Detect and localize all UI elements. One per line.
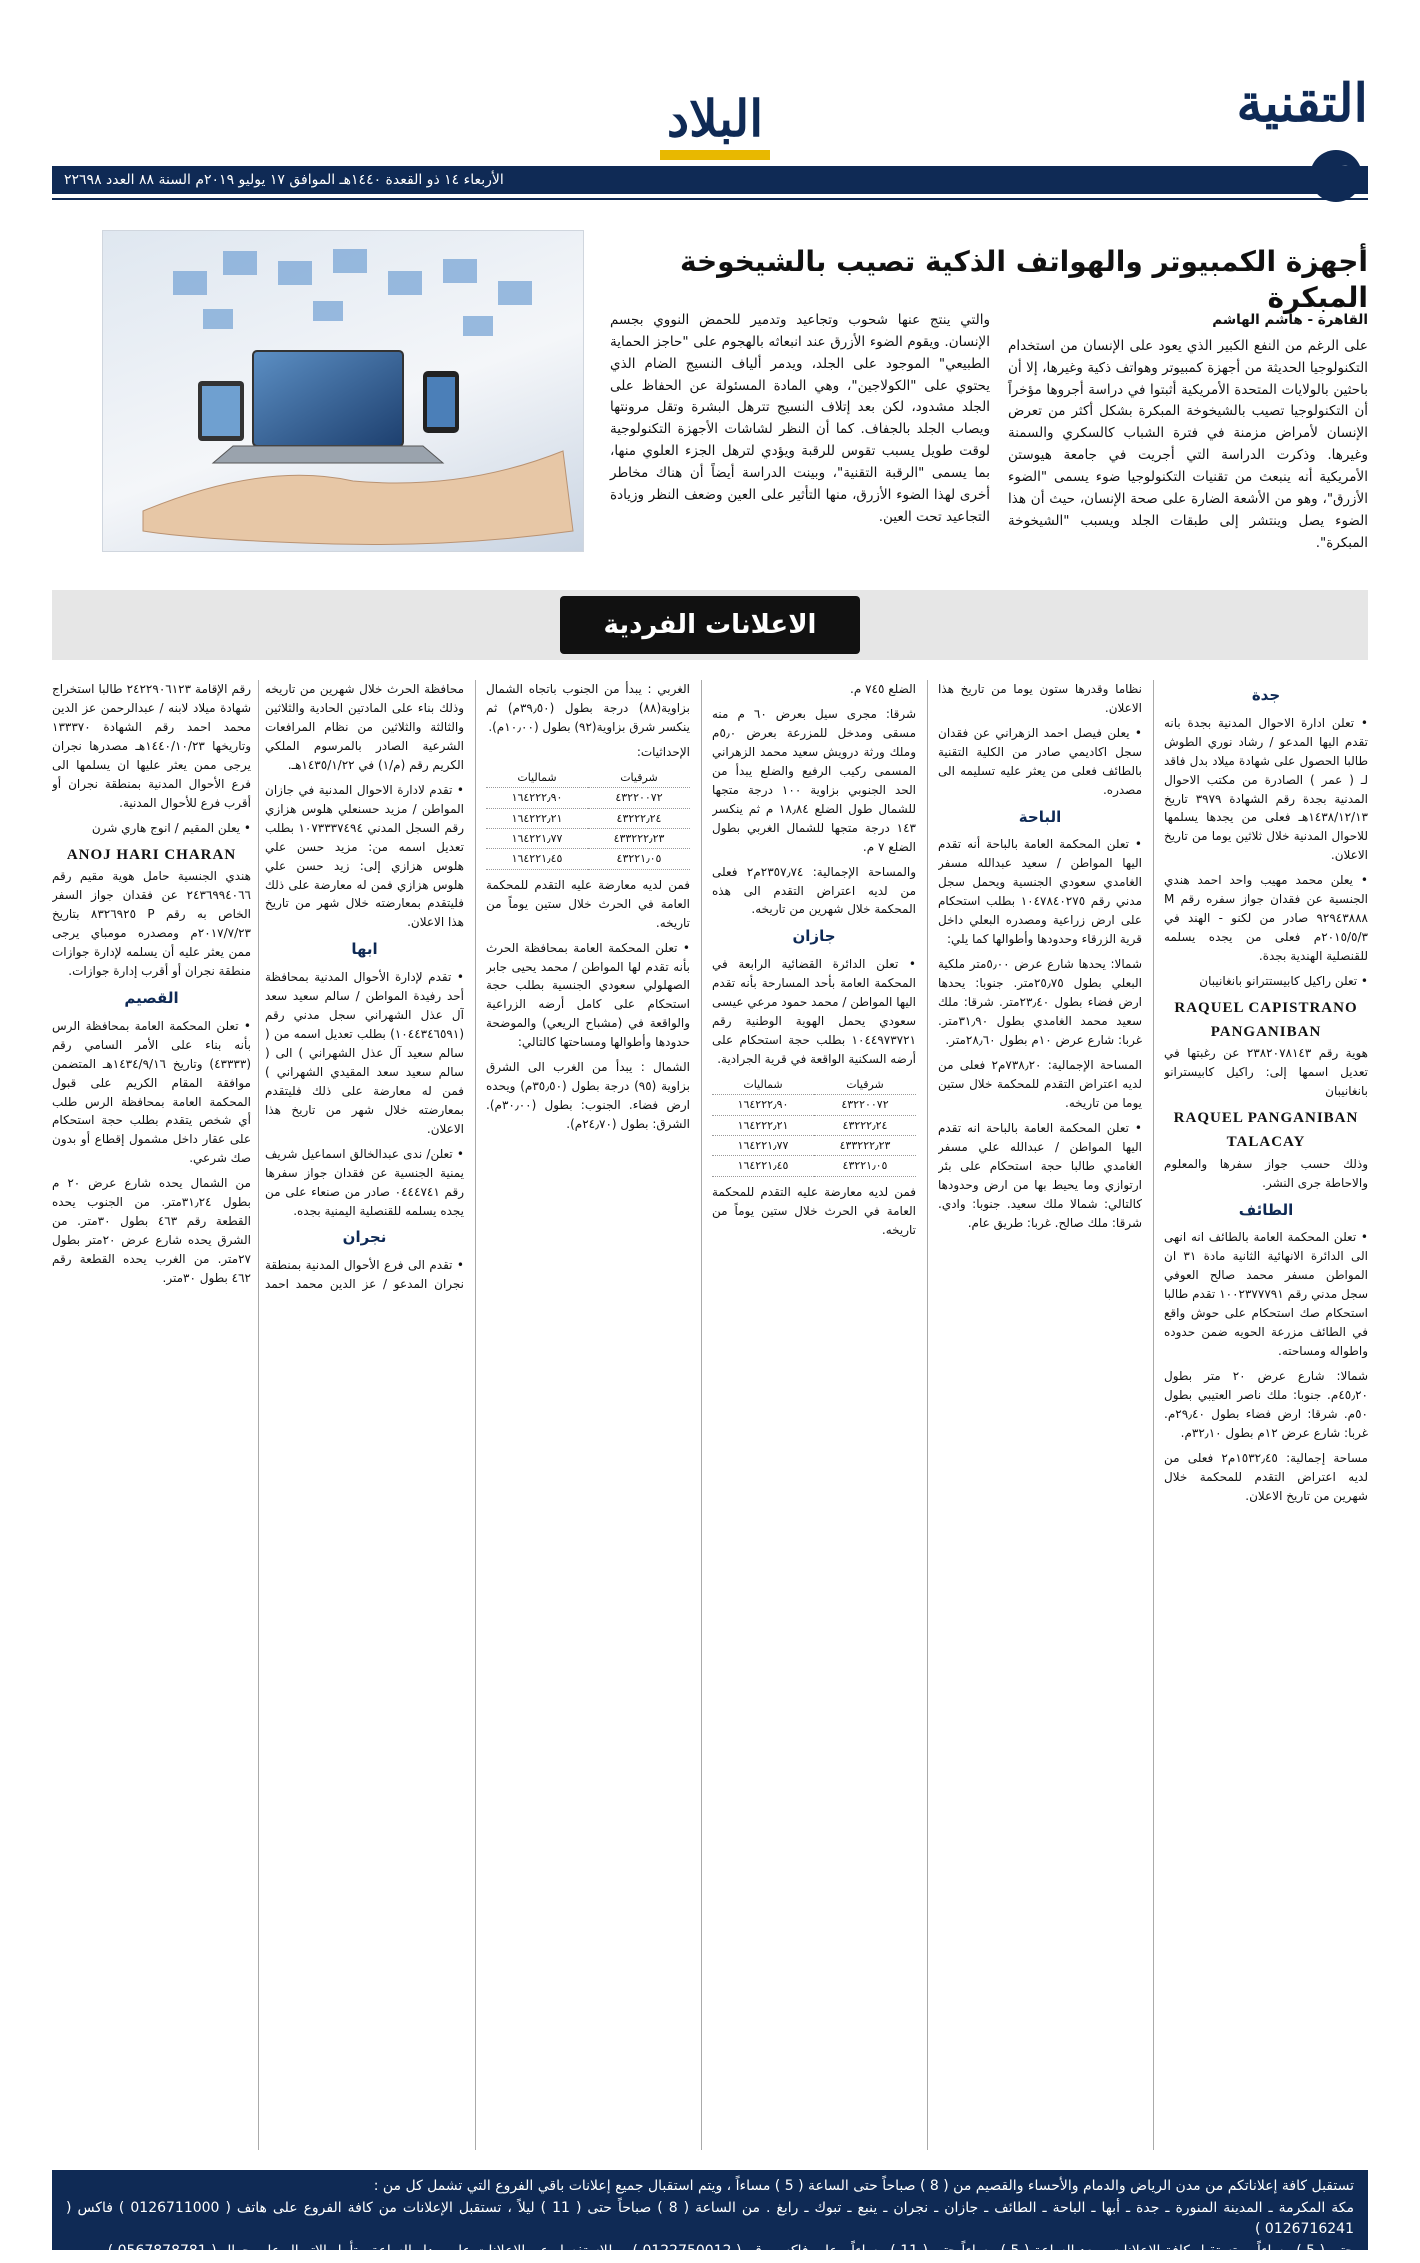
classifieds-column-4: [486, 680, 690, 2150]
city-heading-jazan: جازان: [792, 927, 836, 946]
table-row: [486, 788, 690, 808]
column-divider: [927, 680, 928, 2150]
footer-line: حتى ( 5 ) مساءاً ، وتستقبل كافة الإعلانات ، بعد الساعة ( 5 ) مساءاً حتى ( 11 ) مساءاً ، على فاكس رقم ( 0122750012 ) ، وللاستفسار عن الإعلانات على مدار الساعة ، تأمل الاتصال على جوال ( 0567878781 ): [107, 2243, 1354, 2260]
table-cell: ١٦٤٢٢٢٫٩٠: [712, 1095, 814, 1115]
footer-line: مكة المكرمة ـ المدينة المنورة ـ جدة ـ أبها ـ الباحة ـ الطائف ـ جازان ـ نجران ـ ينبع ـ تبوك ـ رابغ . من الساعة ( 8 ) صباحاً حتى ( 11 ) ليلاً ، تستقبل الإعلانات من كافة الفروع على هاتف ( 0126711000 ) فاكس ( 0126716241 ): [66, 2199, 1355, 2238]
table-cell: ٤٣٣٢٢٢٫٢٣: [588, 828, 690, 848]
classified-item: محافظة الحرث خلال شهرين من تاريخه وذلك بناء على المادتين الحادية والثلاثين والثالثة والثلاثين من نظام المرافعات الشرعية الصادر بالمرسوم الملكي الكريم رقم (م/١) في ١٤٣٥/١/٢٢هـ.: [265, 682, 464, 772]
table-row: [486, 849, 690, 869]
classified-item: فمن لديه معارضة عليه التقدم للمحكمة العامة في الحرث خلال ستين يوماً من تاريخه.: [486, 877, 690, 930]
article-body-1: على الرغم من النفع الكبير الذي يعود على الإنسان من استخدام التكنولوجيا الحديثة من أجهزة كمبيوتر وهواتف ذكية وغيرها، إلا أن باحثين بالولايات المتحدة الأمريكية أثبتوا في دراسة أجروها مؤخراً أن التكنولوجيا تصيب بالشيخوخة المبكرة بشكل أكثر من تعرض الإنسان لأمراض مزمنة في فترة الشباب كالسكري والسمنة وغيرها. وذكرت الدراسة التي أجريت في جامعة هيوستن الأمريكية أنه ينبعث من تقنيات التكنولوجيا ضوء يسمى "الضوء الأزرق"، وهو من الأشعة الضارة على صحة الإنسان، حيث أن هذا الضوء يصل وينتشر إلى طبقات الجلد ويسبب "الشيخوخة المبكرة".: [1008, 337, 1368, 551]
table-cell: ١٦٤٢٢١٫٤٥: [486, 849, 588, 869]
classified-item: • يعلن المقيم / انوج هاري شرن: [91, 820, 251, 835]
table-cell: ١٦٤٢٢٢٫٩٠: [486, 788, 588, 808]
city-heading-baha: الباحة: [1018, 807, 1062, 826]
table-cell: ٤٣٢٢٢٫٢٤: [814, 1115, 916, 1135]
classified-item: فمن لديه معارضة عليه التقدم للمحكمة العامة في الحرث خلال ستين يوماً من تاريخه.: [712, 1184, 916, 1237]
hand-devices-illustration: [103, 231, 583, 551]
classified-item: من الشمال يحده شارع عرض ٢٠ م بطول ٣١٫٢٤متر. من الجنوب يحده القطعة رقم ٤٦٣ بطول ٣٠متر. من الشرق يحده شارع عرض ٢٠متر بطول ٢٧متر. من الغرب يحده القطعة رقم ٤٦٢ بطول ٣٠متر.: [52, 1176, 251, 1286]
classified-item: وذلك حسب جواز سفرها والمعلوم والاحاطة جرى النشر.: [1164, 1156, 1368, 1190]
classified-item: • تعلن المحكمة العامة بالباحة انه تقدم اليها المواطن / عبدالله علي مسفر الغامدي طالبا حجة استحكام على بئر ارتوازي وما يحيط بها من ارض وحدودها كالتالي: شمالا ملك سعيد. جنوبا: وادي. شرقا: ملك صالح. غربا: طريق عام.: [938, 1120, 1142, 1230]
coordinates-table: [486, 768, 690, 870]
table-header-row: [486, 768, 690, 788]
column-divider: [475, 680, 476, 2150]
table-row: [712, 1095, 916, 1115]
classifieds-column-2: [938, 680, 1142, 2150]
article-column-1: [1008, 310, 1368, 554]
article-photo-hand-holding-devices: [102, 230, 584, 552]
classified-item: هندي الجنسية حامل هوية مقيم رقم ٢٤٣٦٩٩٤٠٦٦ عن فقدان جواز السفر الخاص به رقم P ٨٣٢٦٩٢٥ بتاريخ ٢٠١٧/٧/٢٣م ومصدره مومباي يرجى ممن يعثر عليه أن يسلمه لإدارة جوازات منطقة نجران أو أقرب إدارة جوازات.: [52, 869, 251, 979]
classifieds-column-5: [52, 680, 464, 2150]
table-cell: ٤٣٢٢٠٠٧٢: [588, 788, 690, 808]
classified-item: • تعلن/ ندى عبدالخالق اسماعيل شريف يمنية الجنسية عن فقدان جواز سفرها رقم ٠٤٤٤٧٤١ صادر من صنعاء على من يجده يسلمه للقنصلية اليمنية بجده.: [265, 1146, 464, 1218]
classifieds-column-1: [1164, 680, 1368, 2150]
column-divider: [701, 680, 702, 2150]
classified-item: • يعلن محمد مهيب واحد احمد هندي الجنسية عن فقدان جواز سفره رقم M ٩٢٩٤٣٨٨٨ صادر من لكنو - الهند في ٢٠١٥/٥/٣م فعلى من يجده يسلمه للقنصلية الهندية بجدة.: [1164, 873, 1368, 964]
table-cell: ٤٣٢٢١٫٠٥: [588, 849, 690, 869]
city-heading-qassim: القصيم: [124, 989, 179, 1008]
section-title: التقنية: [1236, 73, 1368, 134]
classified-item: الغربي : يبدأ من الجنوب باتجاه الشمال بزاوية(٨٨) درجة بطول (٣٩٫٥٠م) ثم ينكسر شرق بزاوية(٩٢) بطول (١٠٫٠٠م).: [486, 682, 690, 734]
latin-name: RAQUEL CAPISTRANO PANGANIBAN: [1174, 1000, 1358, 1040]
classified-item: • تعلن الدائرة القضائية الرابعة في المحكمة العامة بأحد المسارحة بأنه تقدم اليها المواطن / محمد حمود مرعي عيسى سعودي يحمل الهوية الوطنية رقم ١٠٤٤٩٧٣٧٢١ بطلب حجة استحكام على أرضه السكنية الواقعة في قرية الجرادية.: [712, 957, 916, 1066]
classified-item: شرقا: مجرى سيل بعرض ٦٠ م منه مسقى ومدخل للمزرعة بعرض ٥٫٠م وملك ورثة درويش سعيد محمد الزهراني المسمى ركيب الرفيع والضلع يبدأ من الحد الجنوبي بزاوية ١٠٠ درجة متجها للشمال طول الضلع ١٨٫٨٤ م ثم ينكسر ١٤٣ درجة متجها للشمال الغربي بطول الضلع ٧ م.: [712, 706, 916, 854]
table-header-row: [712, 1075, 916, 1095]
header-divider: [52, 198, 1368, 200]
table-cell: ٤٣٢٢٢٫٢٤: [588, 808, 690, 828]
classifieds-column-3: [712, 680, 916, 2150]
table-cell: ٤٣٢٢٠٠٧٢: [814, 1095, 916, 1115]
article-headline: أجهزة الكمبيوتر والهواتف الذكية تصيب بالشيخوخة المبكرة: [680, 245, 1368, 315]
coordinates-table: [712, 1075, 916, 1177]
classified-item: • تعلن ادارة الاحوال المدنية بجدة بانه تقدم اليها المدعو / رشاد نوري الطوش طالبا الحصول على شهادة ميلاد بدل فاقد لـ ( عمر ) الصادرة من مكتب الاحوال المدنية بجدة رقم الشهادة ٣٩٧٩ تاريخ ١٤٣٨/١٢/١٣هـ فعلى من يجدها يسلمها للاحوال المدنية خلال ثلاثين يوما من تاريخ الاعلان.: [1164, 715, 1368, 863]
latin-name: RAQUEL PANGANIBAN TALACAY: [1173, 1110, 1359, 1150]
classified-item: شمالا: يحدها شارع عرض ٥٫٠٠متر ملكية البعلي بطول ٢٥٫٧٥متر. جنوبا: يحدها ارض فضاء بطول ٢٣٫٤٠متر. شرقا: ملك سعيد محمد الغامدي بطول ٣١٫٩٠متر. غربا: شارع عرض ١٠م بطول ٢٨٫٦٠متر.: [938, 957, 1142, 1047]
table-cell: ١٦٤٢٢١٫٧٧: [712, 1135, 814, 1155]
table-cell: ٤٣٢٢١٫٠٥: [814, 1156, 916, 1176]
table-header-cell: شرقيات: [588, 768, 690, 788]
dateline-bar: [52, 166, 1368, 194]
classified-item: الضلع ٧٤٥ م.: [850, 682, 916, 696]
table-header-cell: شماليات: [486, 768, 588, 788]
dateline-text: الأربعاء ١٤ ذو القعدة ١٤٤٠هـ الموافق ١٧ يوليو ٢٠١٩م السنة ٨٨ العدد ٢٢٦٩٨: [64, 172, 504, 188]
classified-item: • تعلن المحكمة العامة بالطائف انه انهى الى الدائرة الانهائية الثانية مادة ٣١ ان المواطن مسفر محمد صالح العوفي سجل مدني رقم ١٠٠٢٣٧٧٧٩١ تقدم طالبا استحكام صك استحكام على حوش واقع في الطائف مزرعة الحويه ضمن حدوده واطواله ومساحته.: [1164, 1230, 1368, 1358]
column-divider: [1153, 680, 1154, 2150]
classified-item: • تقدم لإدارة الأحوال المدنية بمحافظة أحد رفيدة المواطن / سالم سعيد سعد آل عذل الشهراني سجل مدني رقم (١٠٤٤٣٤٦٥٩١) بطلب تعديل اسمه من ( سالم سعيد آل عذل الشهراني ) الى ( سالم سعيد سعد المقيدي الشهراني ) فمن له معارضة على ذلك فليتقدم بمعارضته خلال شهر من تاريخ هذا الاعلان.: [265, 970, 464, 1136]
classified-item: • تقدم الى فرع الأحوال المدنية بمنطقة نجران المدعو / عز الدين محمد احمد رقم الإقامة ٢٤٢٢٩٠٦١٢٣ طالبا استخراج شهادة ميلاد لابنه / عبدالرحمن عز الدين محمد احمد رقم الشهادة ١٣٣٣٧٠ وتاريخها ١٤٤٠/١٠/٢٣هـ مصدرها نجران يرجى ممن يعثر عليها ان يسلمها الى فرع الأحوال المدنية بمنطقة نجران أو أقرب فرع للأحوال المدنية.: [52, 682, 464, 1292]
city-heading-jeddah: جدة: [1251, 686, 1281, 704]
newspaper-logo: البلاد: [666, 88, 764, 148]
logo-accent-bar: [660, 150, 770, 160]
classifieds-banner-title: الاعلانات الفردية: [560, 596, 860, 654]
classified-item: • تقدم لادارة الاحوال المدنية في جازان المواطن / مزيد حسنعلي هلوس هزازي رقم السجل المدني ١٠٧٣٣٣٧٤٩٤ بطلب تعديل اسمه من: مزيد حسن علي هلوس هزازي إلى: زيد حسن علي هلوس هزازي فمن له معارضة على ذلك فليتقدم بمعارضته خلال شهر من تاريخ هذا الاعلان.: [265, 782, 464, 930]
footer-line: تستقبل كافة إعلاناتكم من مدن الرياض والدمام والأحساء والقصيم من ( 8 ) صباحاً حتى الساعة ( 5 ) مساءاً ، ويتم استقبال جميع إعلانات باقي الفروع التي تشمل كل من :: [373, 2178, 1354, 2194]
table-row: [712, 1135, 916, 1155]
classified-item: هوية رقم ٢٣٨٢٠٧٨١٤٣ عن رغبتها في تعديل اسمها إلى: راكيل كابيسترانو بانغانيبان: [1164, 1046, 1368, 1099]
classified-item: مساحة إجمالية: ١٥٣٢٫٤٥م٢ فعلى من لديه اعتراض التقدم للمحكمة خلال شهرين من تاريخ الاعلان.: [1164, 1450, 1368, 1503]
table-cell: ١٦٤٢٢١٫٤٥: [712, 1156, 814, 1176]
classified-item: • تعلن راكيل كابيستترانو بانغانيبان: [1199, 974, 1368, 989]
classified-item: • تعلن المحكمة العامة بمحافظة الرس بأنه بناء على الأمر السامي رقم (٤٣٣٣٣) وتاريخ ١٤٣٤/٩/١٦هـ المتضمن موافقة المقام الكريم على قبول المحكمة العامة بمحافظة الرس طلب أي شخص يتقدم بطلب حجة استحكام على عقار داخل مشمول إقطاع أو بدون صك شرعي.: [52, 1018, 252, 1166]
table-cell: ١٦٤٢٢٢٫٢١: [486, 808, 588, 828]
table-row: [712, 1156, 916, 1176]
classified-item: • تعلن المحكمة العامة بالباحة أنه تقدم اليها المواطن / سعيد عبدالله مسفر الغامدي سعودي الجنسية ويحمل سجل مدني رقم ١٠٤٧٨٤٠٢٧٥ بطلب استحكام على ارض زراعية ومصدره البعلي داخل قرية الزرقاء وحدودها وأطوالها كما يلي:: [938, 837, 1142, 947]
classified-item: • تعلن المحكمة العامة بمحافظة الحرث بأنه تقدم لها المواطن / محمد يحيى جابر الصهلولي سعودي الجنسية بطلب حجة استحكام على كامل أرضه الزراعية والواقعة في (مشباح الريعي) والموضحة حدودها وأطوالها ومساحتها كالتالي:: [486, 940, 690, 1050]
classified-item: الشمال : يبدأ من الغرب الى الشرق بزاوية (٩٥) درجة بطول (٣٥٫٥٠م) ويحده ارض فضاء. الجنوب: بطول (٣٠٫٠٠م). الشرق: بطول (٢٤٫٧٠م).: [486, 1060, 690, 1132]
table-row: [486, 808, 690, 828]
latin-name: ANOJ HARI CHARAN: [66, 846, 237, 863]
table-header-cell: شماليات: [712, 1075, 814, 1095]
city-heading-najran: نجران: [342, 1228, 387, 1247]
table-cell: ١٦٤٢٢٢٫٢١: [712, 1115, 814, 1135]
article-body-2: والتي ينتج عنها شحوب وتجاعيد وتدمير للحمض النووي بجسم الإنسان. ويقوم الضوء الأزرق عند انبعاثه بالهجوم على "حاجز الحماية الطبيعي" الموجود على الجلد، ويدمر ألياف النسيج الضام الذي يحتوي على "الكولاجين"، وهي المادة المسئولة عن الحفاظ على الجلد مشدود، لكن بعد إتلاف النسيج تترهل البشرة وتقل مرونتها ويصاب الجلد بالجفاف. كما أن النظر لشاشات الأجهزة التكنولوجية لوقت طويل يسبب تقوس للرقبة ويؤدي لترهل الجزء العلوي منها، بما يسمى "الرقبة التقنية"، وبينت الدراسة أيضاً أن هناك مخاطر أخرى لهذا الضوء الأزرق، منها التأثير على العين وضعف النظر وزيادة التجاعيد تحت العين.: [610, 312, 990, 525]
ads-contact-footer: [52, 2170, 1368, 2260]
article-byline: القاهرة - هاشم الهاشم: [1212, 312, 1368, 328]
city-heading-taif: الطائف: [1238, 1200, 1294, 1219]
classified-item: الإحداثيات:: [636, 744, 690, 759]
article-column-2: [610, 310, 990, 529]
classified-item: شمالا: شارع عرض ٢٠ متر بطول ٤٥٫٢٠م. جنوبا: ملك ناصر العتيبي بطول ٥٠م. شرقا: ارض فضاء بطول ٢٩٫٤٠م. غربا: شارع عرض ١٢م بطول ٣٢٫١٠م.: [1164, 1368, 1368, 1440]
table-row: [486, 828, 690, 848]
table-header-cell: شرقيات: [814, 1075, 916, 1095]
table-cell: ١٦٤٢٢١٫٧٧: [486, 828, 588, 848]
classified-item: • يعلن فيصل احمد الزهراني عن فقدان سجل اكاديمي صادر من الكلية التقنية بالطائف فعلى من يعثر عليه تسليمه الى مصدره.: [938, 725, 1142, 797]
city-heading-abha: ابها: [351, 940, 378, 959]
table-row: [712, 1115, 916, 1135]
classified-item: المساحة الإجمالية: ٧٣٨٫٢٠م٢ فعلى من لديه اعتراض التقدم للمحكمة خلال ستين يوما من تاريخه.: [938, 1057, 1142, 1110]
table-cell: ٤٣٣٢٢٢٫٢٣: [814, 1135, 916, 1155]
classified-item: نظاما وقدرها ستون يوما من تاريخ هذا الاعلان.: [938, 682, 1142, 715]
classified-item: والمساحة الإجمالية: ٢٣٥٧٫٧٤م٢ فعلى من لديه اعتراض التقدم الى هذه المحكمة خلال شهرين من تاريخه.: [712, 864, 916, 917]
